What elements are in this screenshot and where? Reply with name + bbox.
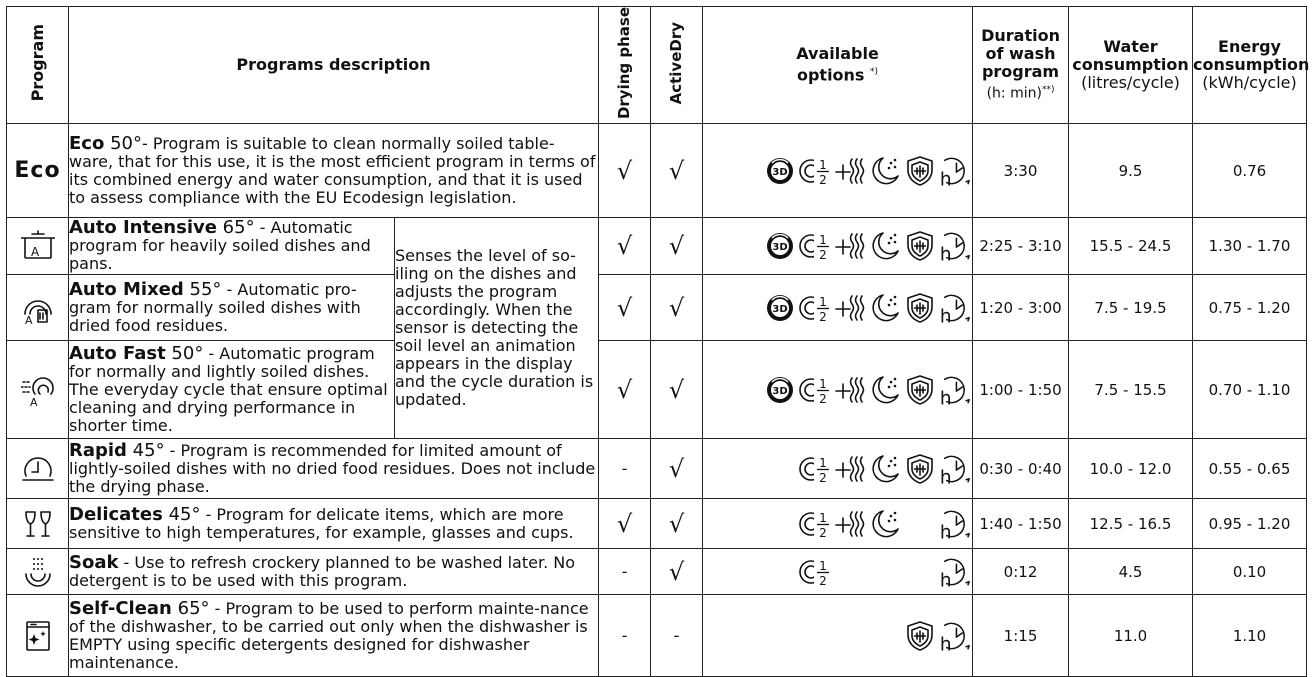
- program-description: [69, 595, 599, 677]
- water-value: 11.0: [1069, 595, 1193, 677]
- program-description-text: - Automatic program for normally and lightly soiled dishes. The everyday cycle that ensure optimal cleaning and drying performance in shorter time.: [69, 343, 388, 435]
- program-name: Auto Intensive: [69, 217, 217, 239]
- delay-start-icon: [867, 153, 902, 189]
- 3d-zone-icon: [762, 153, 797, 189]
- delicates-icon: [7, 506, 68, 542]
- half-load-icon: [797, 554, 832, 590]
- svg-text:1: 1: [818, 455, 827, 470]
- svg-text:A: A: [24, 313, 33, 326]
- svg-text:1: 1: [818, 233, 827, 248]
- sanitize-shield-icon: [902, 451, 937, 487]
- program-description-text: - Program for delicate items, which are more sensitive to high temperatures, for example, glasses and cups.: [69, 504, 574, 542]
- program-name: Eco: [69, 132, 105, 154]
- svg-text:h: h: [939, 634, 952, 653]
- energy-header: Energy consumption (kWh/cycle): [1193, 7, 1307, 124]
- energy-value: 0.76: [1193, 124, 1307, 218]
- svg-text:3D: 3D: [771, 385, 788, 397]
- program-row: [7, 275, 1307, 341]
- activedry-value: -: [651, 595, 703, 677]
- program-description: [69, 341, 395, 439]
- sanitize-shield-icon: [902, 372, 937, 408]
- program-row: [7, 341, 1307, 439]
- svg-text:1: 1: [818, 510, 827, 525]
- auto-mixed-icon: [7, 290, 68, 326]
- sanitize-shield-icon: [902, 228, 937, 264]
- available-options: [703, 439, 973, 499]
- delay-start-icon: [867, 506, 902, 542]
- drying-phase-value: -: [599, 439, 651, 499]
- svg-text:3D: 3D: [771, 166, 788, 178]
- half-load-icon: [797, 372, 832, 408]
- delay-start-icon: [867, 228, 902, 264]
- program-name: Self-Clean: [69, 597, 172, 619]
- svg-text:1: 1: [818, 294, 827, 309]
- program-icon-cell: [7, 218, 69, 275]
- program-name: Rapid: [69, 439, 127, 461]
- description-header: Programs description: [69, 7, 599, 124]
- program-description-text: - Automatic program for heavily soiled dishes and pans.: [69, 218, 371, 274]
- half-load-icon: [797, 451, 832, 487]
- program-temperature: 45°: [162, 503, 201, 525]
- activedry-value: √: [651, 439, 703, 499]
- activedry-header: ActiveDry: [651, 7, 703, 124]
- svg-text:1: 1: [818, 376, 827, 391]
- water-value: 7.5 - 19.5: [1069, 275, 1193, 341]
- program-description: [69, 439, 599, 499]
- energy-value: 1.10: [1193, 595, 1307, 677]
- water-value: 10.0 - 12.0: [1069, 439, 1193, 499]
- program-description-text: - Use to refresh crockery planned to be washed later. No detergent is to be used with this program.: [69, 552, 576, 590]
- program-description: [69, 549, 599, 595]
- program-name: Soak: [69, 551, 119, 573]
- activedry-value: √: [651, 499, 703, 549]
- svg-text:h: h: [939, 169, 952, 188]
- program-temperature: 55°: [183, 278, 222, 300]
- program-icon-cell: [7, 595, 69, 677]
- eco-text-icon: Eco: [14, 158, 61, 184]
- program-description: [69, 275, 395, 341]
- hour-select-icon: [937, 153, 972, 189]
- program-icon-cell: [7, 341, 69, 439]
- svg-text:A: A: [29, 395, 38, 408]
- drying-phase-value: -: [599, 549, 651, 595]
- sanitize-shield-icon: [902, 618, 937, 654]
- delay-start-icon: [867, 451, 902, 487]
- duration-value: 1:40 - 1:50: [973, 499, 1069, 549]
- auto-fast-icon: [7, 372, 68, 408]
- duration-header: Duration of wash program (h: min)**): [973, 7, 1069, 124]
- extra-dry-icon: [832, 153, 867, 189]
- energy-value: 0.70 - 1.10: [1193, 341, 1307, 439]
- program-name: Auto Mixed: [69, 278, 184, 300]
- program-icon-cell: [7, 499, 69, 549]
- activedry-value: √: [651, 275, 703, 341]
- delay-start-icon: [867, 290, 902, 326]
- drying-phase-value: √: [599, 341, 651, 439]
- program-icon-cell: [7, 124, 69, 218]
- drying-phase-header: Drying phase: [599, 7, 651, 124]
- activedry-value: √: [651, 549, 703, 595]
- svg-text:2: 2: [818, 248, 827, 263]
- duration-value: 2:25 - 3:10: [973, 218, 1069, 275]
- 3d-zone-icon: [762, 290, 797, 326]
- water-header: Water consumption (litres/cycle): [1069, 7, 1193, 124]
- svg-text:A: A: [30, 245, 39, 260]
- svg-text:h: h: [939, 570, 952, 589]
- svg-text:h: h: [939, 306, 952, 325]
- svg-text:2: 2: [818, 525, 827, 540]
- header-row: [7, 7, 1307, 124]
- extra-dry-icon: [832, 372, 867, 408]
- program-description-text: - Automatic pro-gram for normally soiled dishes with dried food residues.: [69, 279, 361, 335]
- drying-phase-value: √: [599, 124, 651, 218]
- svg-text:h: h: [939, 522, 952, 541]
- energy-value: 0.10: [1193, 549, 1307, 595]
- hour-select-icon: [937, 372, 972, 408]
- program-row: [7, 124, 1307, 218]
- drying-phase-value: -: [599, 595, 651, 677]
- program-description-text: - Program is recommended for limited amount of lightly-soiled dishes with no dried food residues. Does not include the drying phase.: [69, 440, 596, 496]
- water-value: 12.5 - 16.5: [1069, 499, 1193, 549]
- program-name: Auto Fast: [69, 342, 166, 364]
- program-header: Program: [7, 7, 69, 124]
- delay-start-icon: [867, 372, 902, 408]
- energy-value: 1.30 - 1.70: [1193, 218, 1307, 275]
- drying-phase-value: √: [599, 499, 651, 549]
- energy-value: 0.75 - 1.20: [1193, 275, 1307, 341]
- half-load-icon: [797, 228, 832, 264]
- program-description: [69, 218, 395, 275]
- hour-select-icon: [937, 228, 972, 264]
- svg-text:3D: 3D: [771, 242, 788, 254]
- available-options: [703, 549, 973, 595]
- rapid-icon: [7, 451, 68, 487]
- half-load-icon: [797, 153, 832, 189]
- auto-programs-shared-description: Senses the level of so-iling on the dishes and adjusts the program accordingly. When the sensor is detecting the soil level an animation appears in the display and the cycle duration is updated.: [395, 218, 599, 439]
- activedry-value: √: [651, 341, 703, 439]
- program-temperature: 65°: [216, 217, 255, 239]
- duration-value: 1:20 - 3:00: [973, 275, 1069, 341]
- available-options: [703, 124, 973, 218]
- hour-select-icon: [937, 506, 972, 542]
- program-row: [7, 549, 1307, 595]
- svg-text:2: 2: [818, 391, 827, 406]
- hour-select-icon: [937, 554, 972, 590]
- hour-select-icon: [937, 618, 972, 654]
- auto-intensive-icon: [7, 228, 68, 264]
- available-options: [703, 218, 973, 275]
- options-header: Available options *): [703, 7, 973, 124]
- drying-phase-value: √: [599, 218, 651, 275]
- program-description: [69, 124, 599, 218]
- program-temperature: 65°: [171, 597, 210, 619]
- svg-text:2: 2: [818, 573, 827, 588]
- program-icon-cell: [7, 275, 69, 341]
- available-options: [703, 595, 973, 677]
- extra-dry-icon: [832, 506, 867, 542]
- half-load-icon: [797, 290, 832, 326]
- svg-text:2: 2: [818, 309, 827, 324]
- extra-dry-icon: [832, 228, 867, 264]
- energy-value: 0.55 - 0.65: [1193, 439, 1307, 499]
- energy-value: 0.95 - 1.20: [1193, 499, 1307, 549]
- half-load-icon: [797, 506, 832, 542]
- program-name: Delicates: [69, 503, 163, 525]
- available-options: [703, 341, 973, 439]
- svg-text:2: 2: [818, 172, 827, 187]
- duration-value: 1:00 - 1:50: [973, 341, 1069, 439]
- program-temperature: 50°: [104, 132, 142, 154]
- sanitize-shield-icon: [902, 290, 937, 326]
- hour-select-icon: [937, 290, 972, 326]
- svg-text:h: h: [939, 244, 952, 264]
- program-row: [7, 439, 1307, 499]
- soak-icon: [7, 554, 68, 590]
- activedry-value: √: [651, 218, 703, 275]
- duration-value: 0:30 - 0:40: [973, 439, 1069, 499]
- water-value: 9.5: [1069, 124, 1193, 218]
- program-icon-cell: [7, 439, 69, 499]
- program-row: [7, 499, 1307, 549]
- program-temperature: 50°: [165, 342, 204, 364]
- program-row: [7, 218, 1307, 275]
- hour-select-icon: [937, 451, 972, 487]
- program-description-text: - Program to be used to perform mainte-nance of the dishwasher, to be carried out only when the dishwasher is EMPTY using specific detergents designed for dishwasher maintenance.: [69, 598, 589, 672]
- program-temperature: 45°: [126, 439, 165, 461]
- 3d-zone-icon: [762, 372, 797, 408]
- sanitize-shield-icon: [902, 153, 937, 189]
- water-value: 4.5: [1069, 549, 1193, 595]
- extra-dry-icon: [832, 290, 867, 326]
- program-icon-cell: [7, 549, 69, 595]
- svg-text:h: h: [939, 467, 952, 486]
- water-value: 15.5 - 24.5: [1069, 218, 1193, 275]
- duration-value: 0:12: [973, 549, 1069, 595]
- duration-value: 1:15: [973, 595, 1069, 677]
- water-value: 7.5 - 15.5: [1069, 341, 1193, 439]
- svg-text:3D: 3D: [771, 303, 788, 315]
- svg-text:1: 1: [818, 157, 827, 172]
- program-row: [7, 595, 1307, 677]
- available-options: [703, 275, 973, 341]
- program-table: [6, 6, 1310, 677]
- program-description: [69, 499, 599, 549]
- available-options: [703, 499, 973, 549]
- duration-value: 3:30: [973, 124, 1069, 218]
- program-description-text: - Program is suitable to clean normally soiled table-ware, that for this use, it is the most efficient program in terms of its combined energy and water consumption, and that it is used to assess compliance with the EU Ecodesign legislation.: [69, 133, 596, 207]
- extra-dry-icon: [832, 451, 867, 487]
- activedry-value: √: [651, 124, 703, 218]
- 3d-zone-icon: [762, 228, 797, 264]
- drying-phase-value: √: [599, 275, 651, 341]
- svg-text:h: h: [939, 388, 952, 407]
- svg-text:2: 2: [818, 470, 827, 485]
- svg-text:1: 1: [818, 558, 827, 573]
- self-clean-icon: [7, 618, 68, 654]
